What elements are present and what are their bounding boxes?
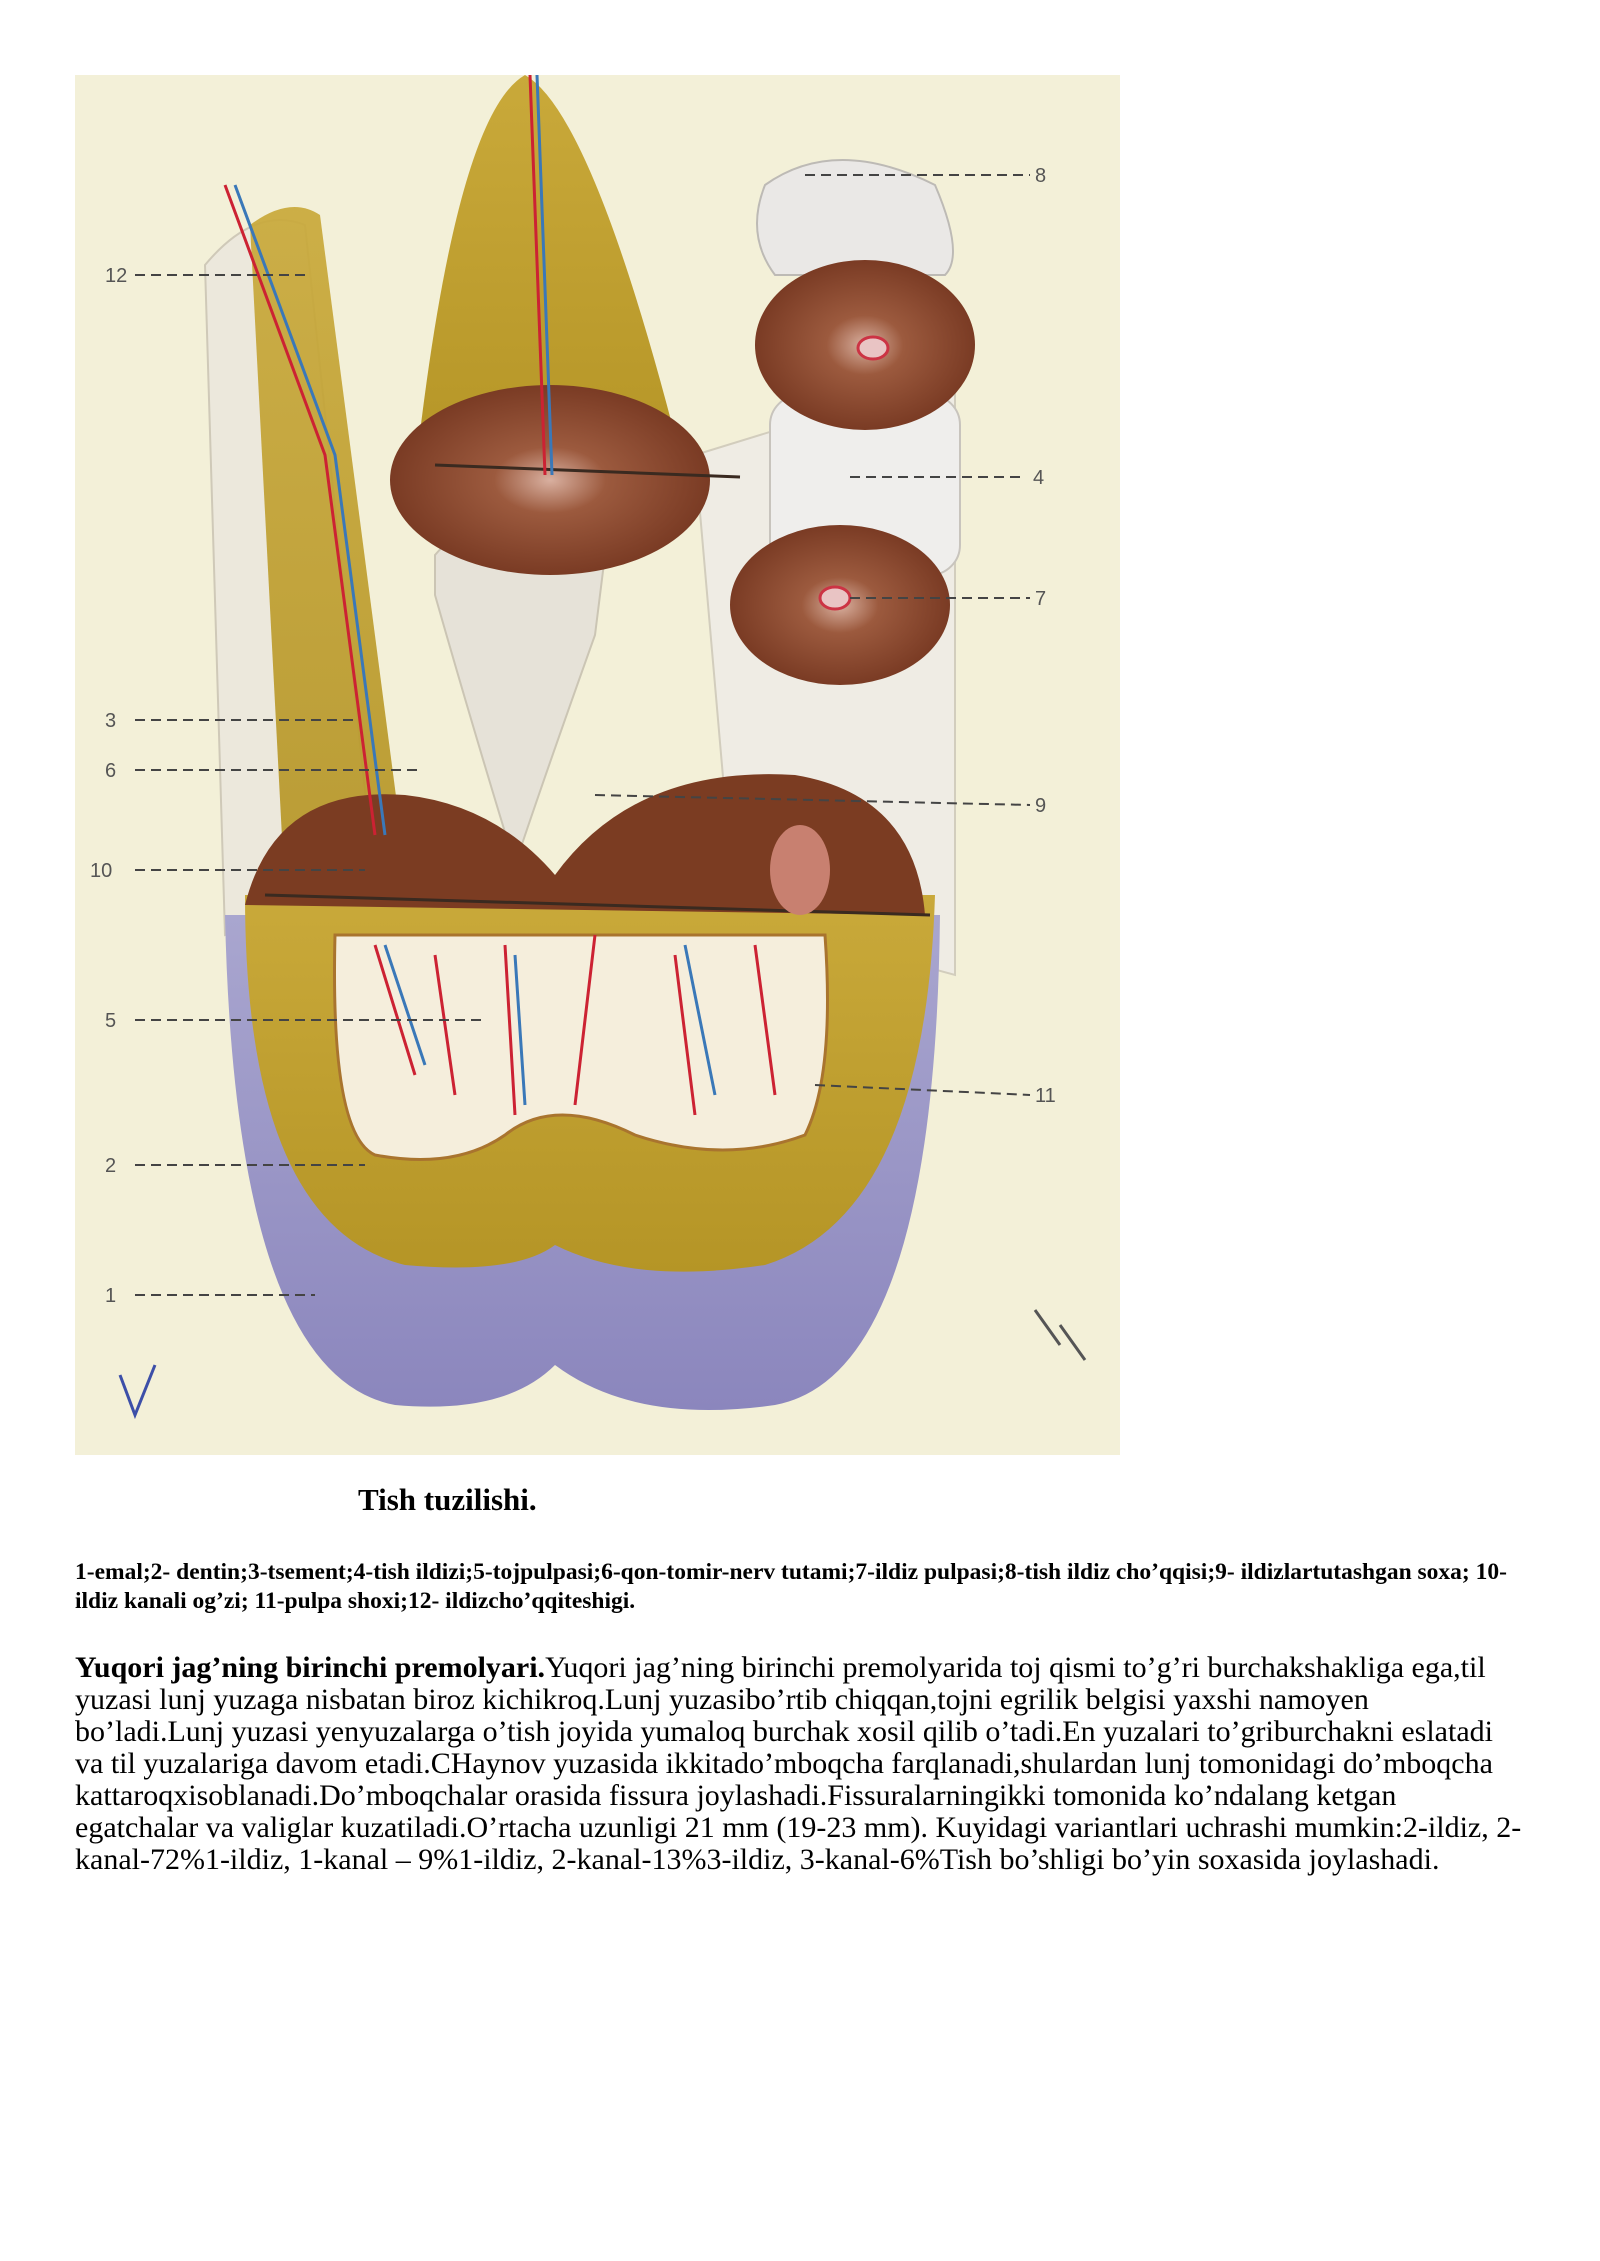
figure-label-4: 4 bbox=[1033, 467, 1045, 489]
body-heading: Yuqori jag’ning birinchi premolyari. bbox=[75, 1651, 546, 1684]
figure-caption-title: Tish tuzilishi. bbox=[358, 1482, 537, 1517]
figure-label-3: 3 bbox=[105, 710, 117, 732]
body-text: Yuqori jag’ning birinchi premolyarida toj qismi to’g’ri burchakshakliga ega,til yuzasi lunj yuzaga nisbatan biroz kichikroq.Lunj yuzasibo’rtib chiqqan,tojni egrilik belgisi yaxshi namoyen bo’ladi.Lunj yuzasi yenyuzalarga o’tish joyida yumaloq burchak xosil qilib o’tadi.En yuzalari to’griburchakni eslatadi va til yuzalariga davom etadi.CHaynov yuzasida ikkitado’mboqcha farqlanadi,shulardan lunj tomonidagi do’mboqcha kattaroqxisoblanadi.Do’mboqchalar orasida fissura joylashadi.Fissuralarningikki tomonida ko’ndalang ketgan egatchalar va valiglar kuzatiladi.O’rtacha uzunligi 21 mm (19-23 mm). Kuyidagi variantlari uchrashi mumkin:2-ildiz, 2-kanal-72%1-ildiz, 1-kanal – 9%1-ildiz, 2-kanal-13%3-ildiz, 3-kanal-6%Tish bo’shligi bo’yin soxasida joylashadi. bbox=[75, 1651, 1522, 1876]
figure-label-11: 11 bbox=[1035, 1085, 1056, 1107]
figure-label-6: 6 bbox=[105, 760, 117, 782]
figure-caption-legend: 1-emal;2- dentin;3-tsement;4-tish ildizi;5-tojpulpasi;6-qon-tomir-nerv tutami;7-ildiz pulpasi;8-tish ildiz cho’qqisi;9- ildizlartutashgan soxa; 10-ildiz kanali og’zi; 11-pulpa shoxi;12- ildizcho’qqiteshigi. bbox=[75, 1559, 1507, 1614]
figure-label-12: 12 bbox=[105, 265, 128, 287]
pulp-dot-lower bbox=[820, 587, 850, 609]
body-paragraph bbox=[75, 1652, 1525, 1876]
figure-label-7: 7 bbox=[1035, 588, 1047, 610]
figure-label-8: 8 bbox=[1035, 165, 1047, 187]
tooth-structure-illustration bbox=[75, 75, 1120, 1455]
pulp-horn-spot bbox=[770, 825, 830, 915]
figure-label-1: 1 bbox=[105, 1285, 117, 1307]
figure-label-10: 10 bbox=[90, 860, 113, 882]
figure-label-2: 2 bbox=[105, 1155, 117, 1177]
figure-label-5: 5 bbox=[105, 1010, 117, 1032]
figure-label-9: 9 bbox=[1035, 795, 1047, 817]
pulp-dot-upper bbox=[858, 337, 888, 359]
